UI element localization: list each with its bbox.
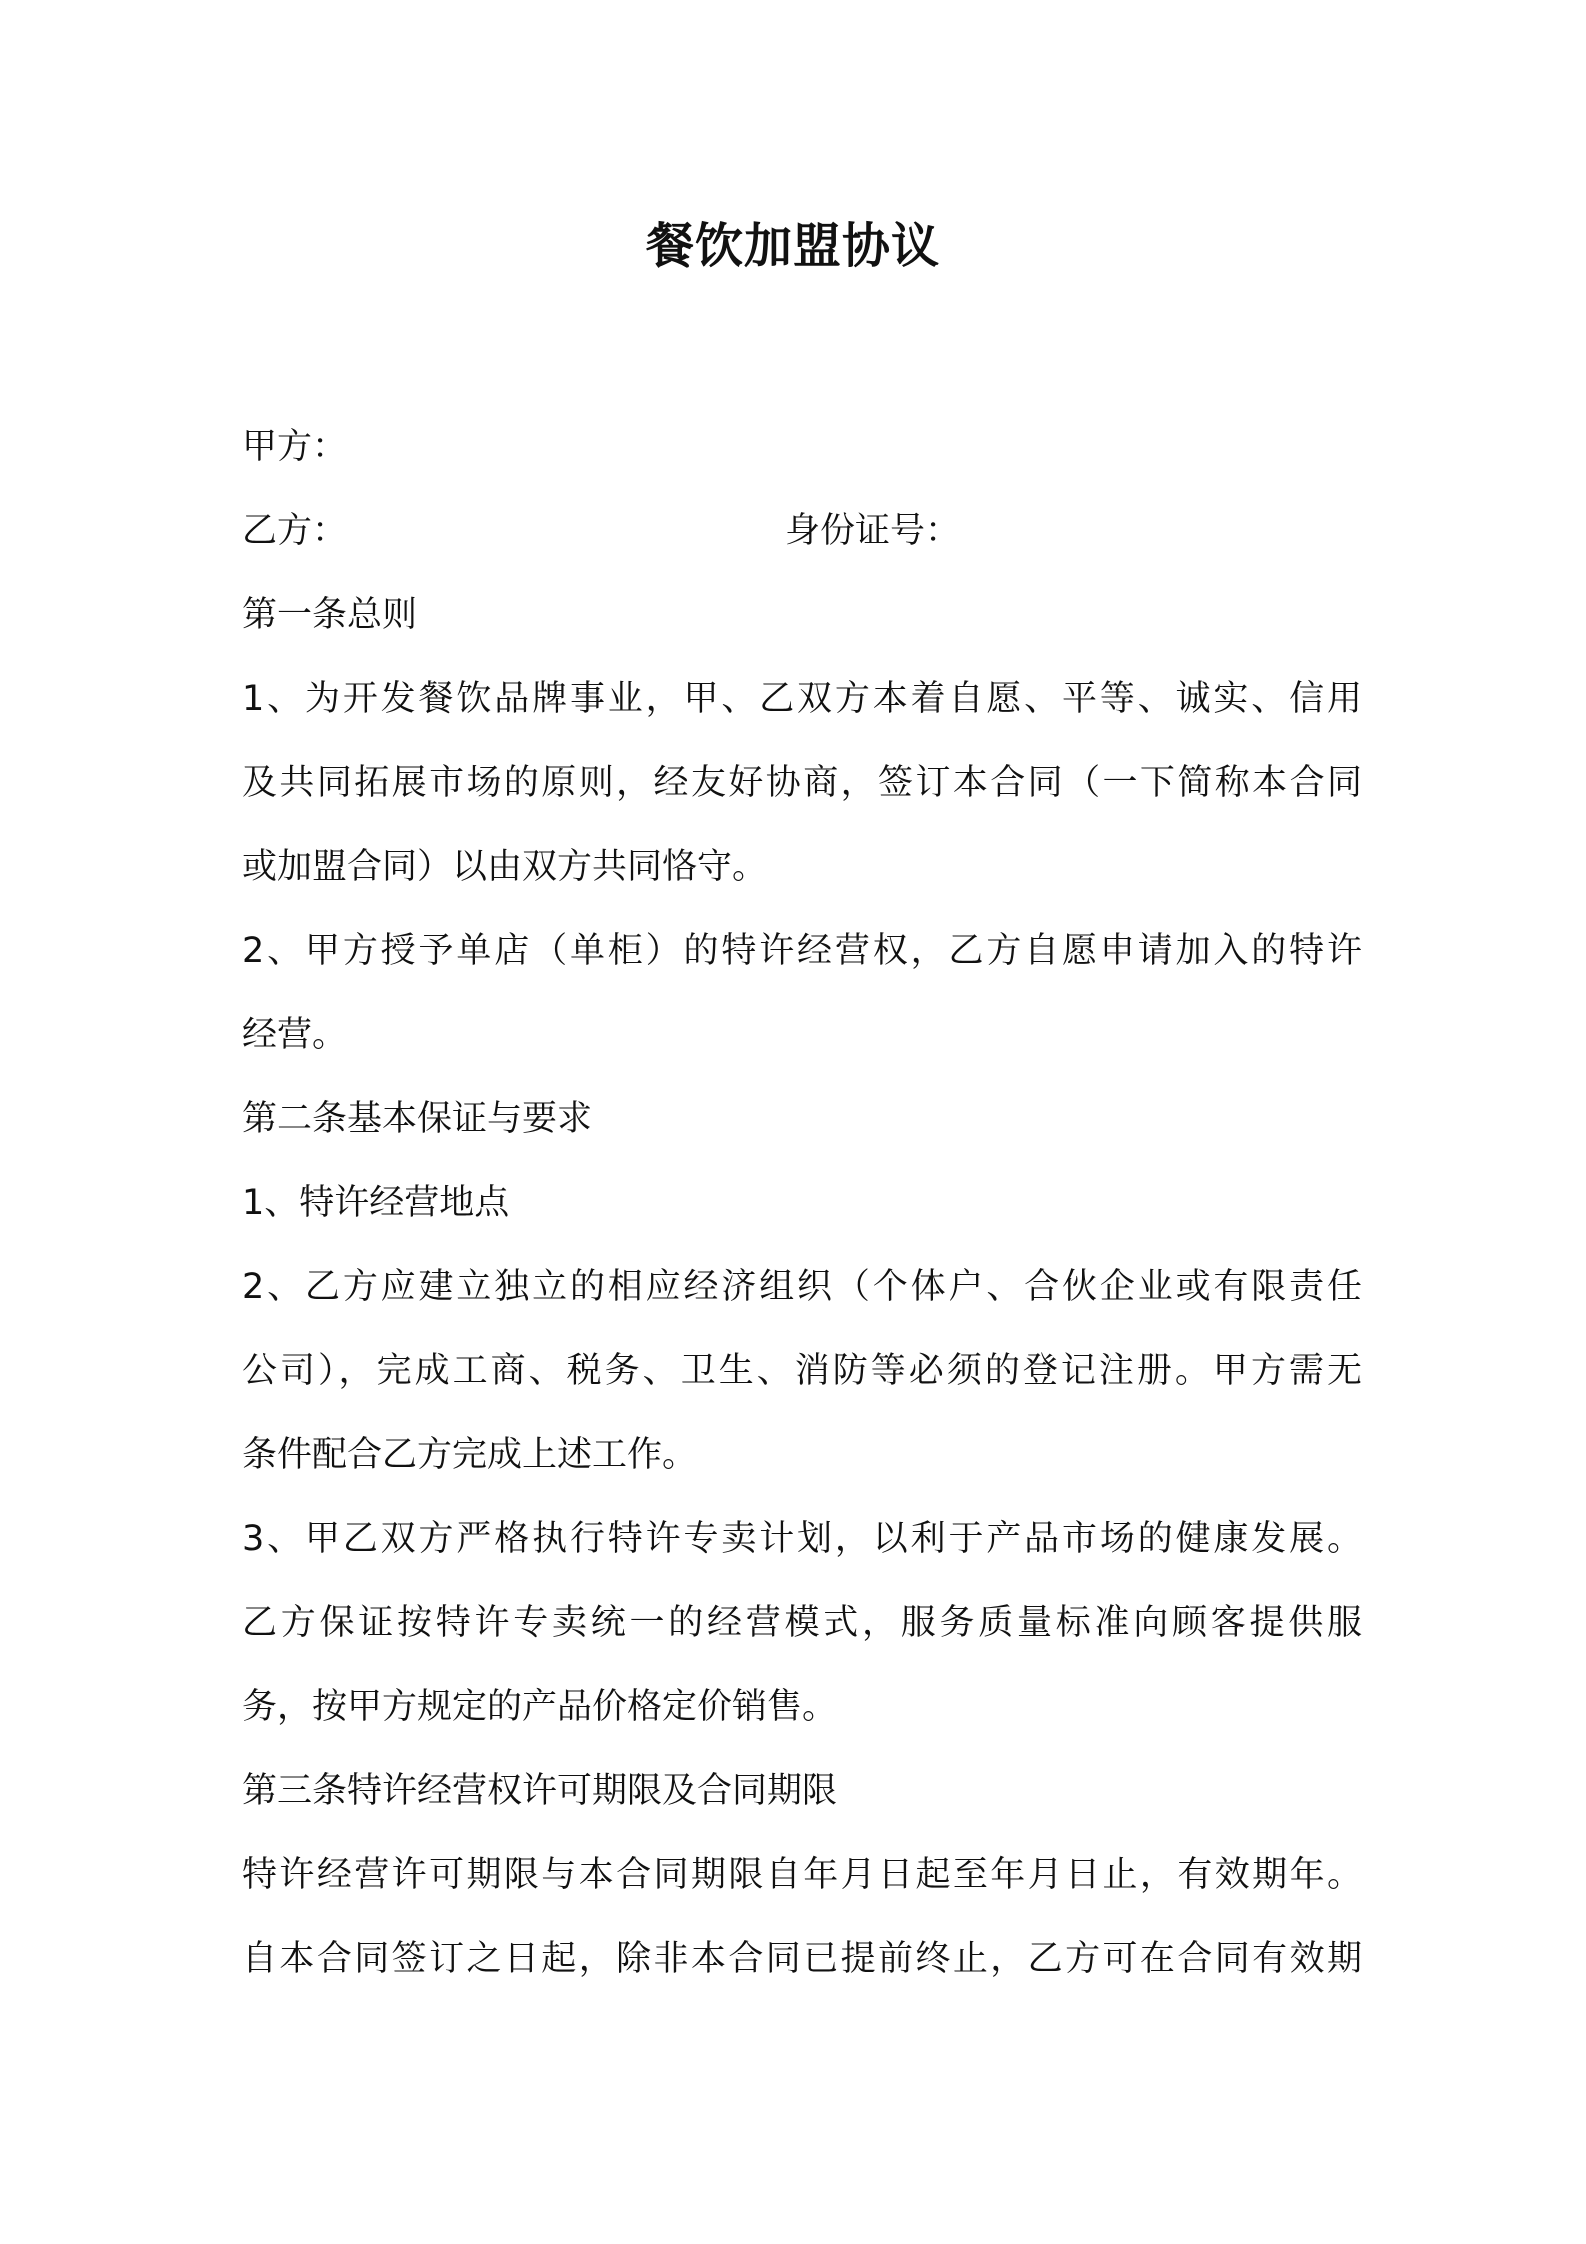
party-a-label: 甲方：	[242, 427, 348, 467]
article-3-heading: 第三条特许经营权许可期限及合同期限	[242, 1771, 838, 1811]
article-1-heading: 第一条总则	[242, 595, 418, 635]
paragraph-line: 1、为开发餐饮品牌事业，甲、乙双方本着自愿、平等、诚实、信用	[242, 679, 1362, 719]
paragraph-line: 1、特许经营地点	[242, 1183, 510, 1223]
document-body	[242, 405, 1362, 2001]
party-a-line	[242, 405, 1362, 489]
paragraph-line: 务，按甲方规定的产品价格定价销售。	[242, 1687, 838, 1727]
paragraph-line: 条件配合乙方完成上述工作。	[242, 1435, 698, 1475]
paragraph-line: 2、乙方应建立独立的相应经济组织（个体户、合伙企业或有限责任	[242, 1267, 1362, 1307]
party-b-line	[242, 489, 1362, 573]
paragraph-line: 乙方保证按特许专卖统一的经营模式，服务质量标准向顾客提供服	[242, 1603, 1362, 1643]
paragraph-line: 2、甲方授予单店（单柜）的特许经营权，乙方自愿申请加入的特许	[242, 931, 1362, 971]
paragraph-line: 经营。	[242, 1015, 348, 1055]
party-b-label: 乙方：	[242, 511, 348, 551]
document-title: 餐饮加盟协议	[645, 218, 940, 274]
paragraph-line: 特许经营许可期限与本合同期限自年月日起至年月日止，有效期年。	[242, 1855, 1362, 1895]
id-number-label: 身份证号：	[785, 511, 961, 551]
article-2-heading: 第二条基本保证与要求	[242, 1099, 593, 1139]
paragraph-line: 公司），完成工商、税务、卫生、消防等必须的登记注册。甲方需无	[242, 1351, 1362, 1391]
paragraph-line: 及共同拓展市场的原则，经友好协商，签订本合同（一下简称本合同	[242, 763, 1362, 803]
paragraph-line: 自本合同签订之日起，除非本合同已提前终止，乙方可在合同有效期	[242, 1939, 1362, 1979]
paragraph-line: 或加盟合同）以由双方共同恪守。	[242, 847, 768, 887]
paragraph-line: 3、甲乙双方严格执行特许专卖计划，以利于产品市场的健康发展。	[242, 1519, 1362, 1559]
